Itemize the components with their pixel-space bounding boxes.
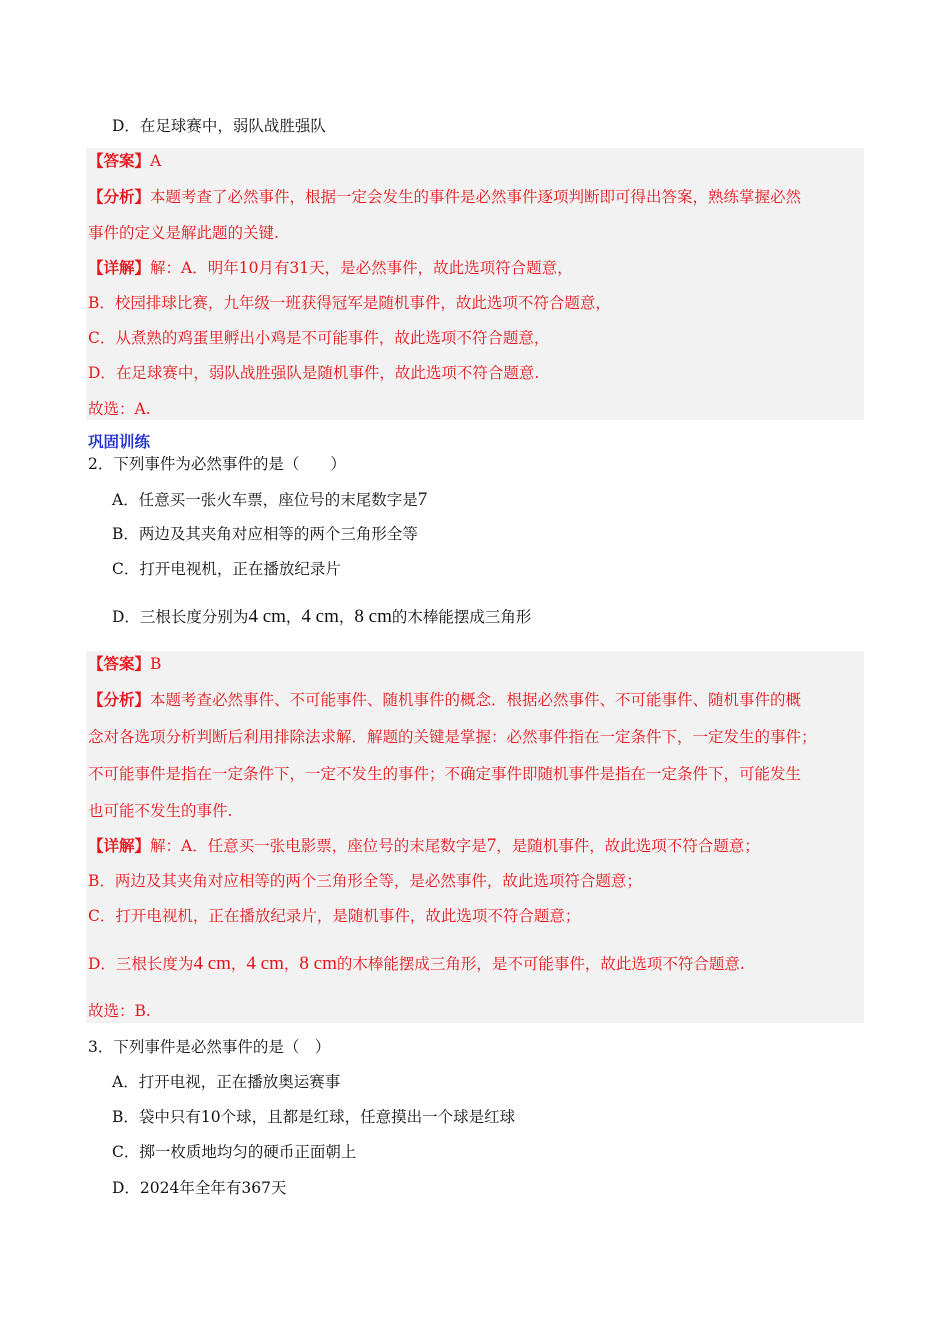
detail-tag: 【详解】 bbox=[88, 258, 151, 277]
q3-option-d: D．2024年全年有367天 bbox=[112, 1179, 287, 1197]
q1-analysis-line-2: 事件的定义是解此题的关键. bbox=[88, 224, 279, 242]
q2-analysis-line bbox=[88, 689, 801, 711]
q2-option-a-number: 7 bbox=[417, 489, 428, 510]
answer-tag: 【答案】 bbox=[88, 151, 151, 170]
detail-post: 的木棒能摆成三角形，是不可能事件，故此选项不符合题意. bbox=[336, 955, 745, 973]
q2-detail-line-4 bbox=[88, 953, 745, 975]
q1-detail-line-4: D．在足球赛中，弱队战胜强队是随机事件，故此选项不符合题意. bbox=[88, 364, 540, 382]
q2-stem: 2．下列事件为必然事件的是（ ） bbox=[88, 455, 346, 473]
q2-analysis-line-4: 也可能不发生的事件. bbox=[88, 802, 233, 820]
q2-option-c: C．打开电视机，正在播放纪录片 bbox=[112, 560, 341, 578]
q1-detail-line bbox=[88, 257, 573, 279]
q2-conclusion: 故选：B. bbox=[88, 1002, 151, 1020]
detail-measure-3: 8 cm bbox=[299, 953, 337, 974]
q2-option-d-sep-1: ， bbox=[285, 608, 302, 626]
q2-option-d-post: 的木棒能摆成三角形 bbox=[391, 608, 532, 626]
q2-detail-line bbox=[88, 835, 760, 857]
answer-tag: 【答案】 bbox=[88, 654, 151, 673]
q2-option-b: B．两边及其夹角对应相等的两个三角形全等 bbox=[112, 525, 418, 543]
detail-sep-1: ， bbox=[230, 955, 247, 973]
q1-detail-line-2: B．校园排球比赛，九年级一班获得冠军是随机事件，故此选项不符合题意， bbox=[88, 294, 611, 312]
q3-option-a: A．打开电视，正在播放奥运赛事 bbox=[112, 1073, 341, 1091]
detail-measure-2: 4 cm bbox=[246, 953, 284, 974]
detail-text-post: ，是随机事件，故此选项不符合题意； bbox=[496, 837, 760, 855]
q2-option-d-sep-2: ， bbox=[338, 608, 355, 626]
q1-conclusion: 故选：A. bbox=[88, 400, 151, 418]
q2-option-d bbox=[112, 606, 531, 628]
q2-detail-line-2: B．两边及其夹角对应相等的两个三角形全等，是必然事件，故此选项符合题意； bbox=[88, 872, 642, 890]
q2-analysis-line-2: 念对各选项分析判断后利用排除法求解．解题的关键是掌握：必然事件指在一定条件下，一定发生的事件； bbox=[88, 728, 817, 746]
analysis-text: 本题考查了必然事件，根据一定会发生的事件是必然事件逐项判断即可得出答案，熟练掌握必然 bbox=[150, 188, 802, 206]
q2-option-a bbox=[112, 489, 427, 511]
detail-text-pre: 解：A．任意买一张电影票，座位号的末尾数字是 bbox=[150, 837, 487, 855]
q2-option-d-measure-1: 4 cm bbox=[248, 606, 286, 627]
q1-answer bbox=[88, 150, 161, 172]
detail-sep-2: ， bbox=[283, 955, 300, 973]
q2-option-d-pre: D．三根长度分别为 bbox=[112, 608, 249, 626]
analysis-tag: 【分析】 bbox=[88, 187, 151, 206]
q1-detail-line-3: C．从煮熟的鸡蛋里孵出小鸡是不可能事件，故此选项不符合题意， bbox=[88, 329, 550, 347]
detail-pre: D．三根长度为 bbox=[88, 955, 194, 973]
answer-value: B bbox=[150, 655, 162, 673]
answer-value: A bbox=[150, 152, 162, 170]
q2-option-a-text: A．任意买一张火车票，座位号的末尾数字是 bbox=[112, 491, 418, 509]
q2-detail-line-3: C．打开电视机，正在播放纪录片，是随机事件，故此选项不符合题意； bbox=[88, 907, 581, 925]
q2-option-d-measure-3: 8 cm bbox=[354, 606, 392, 627]
analysis-text: 本题考查必然事件、不可能事件、随机事件的概念．根据必然事件、不可能事件、随机事件的概 bbox=[150, 691, 802, 709]
q3-option-c: C．掷一枚质地均匀的硬币正面朝上 bbox=[112, 1143, 357, 1161]
q1-analysis-line bbox=[88, 186, 801, 208]
analysis-tag: 【分析】 bbox=[88, 690, 151, 709]
q3-option-b: B．袋中只有10个球，且都是红球，任意摸出一个球是红球 bbox=[112, 1108, 516, 1126]
q2-option-d-measure-2: 4 cm bbox=[301, 606, 339, 627]
q2-analysis-line-3: 不可能事件是指在一定条件下，一定不发生的事件；不确定事件即随机事件是指在一定条件下，可能发生 bbox=[88, 765, 802, 783]
detail-measure-1: 4 cm bbox=[193, 953, 231, 974]
q1-option-d: D．在足球赛中，弱队战胜强队 bbox=[112, 117, 326, 135]
detail-text: 解：A．明年10月有31天，是必然事件，故此选项符合题意， bbox=[150, 259, 573, 277]
q3-stem: 3．下列事件是必然事件的是（ ） bbox=[88, 1038, 331, 1056]
detail-number: 7 bbox=[486, 835, 497, 856]
q2-answer bbox=[88, 653, 161, 675]
detail-tag: 【详解】 bbox=[88, 836, 151, 855]
section-title: 巩固训练 bbox=[88, 433, 151, 451]
